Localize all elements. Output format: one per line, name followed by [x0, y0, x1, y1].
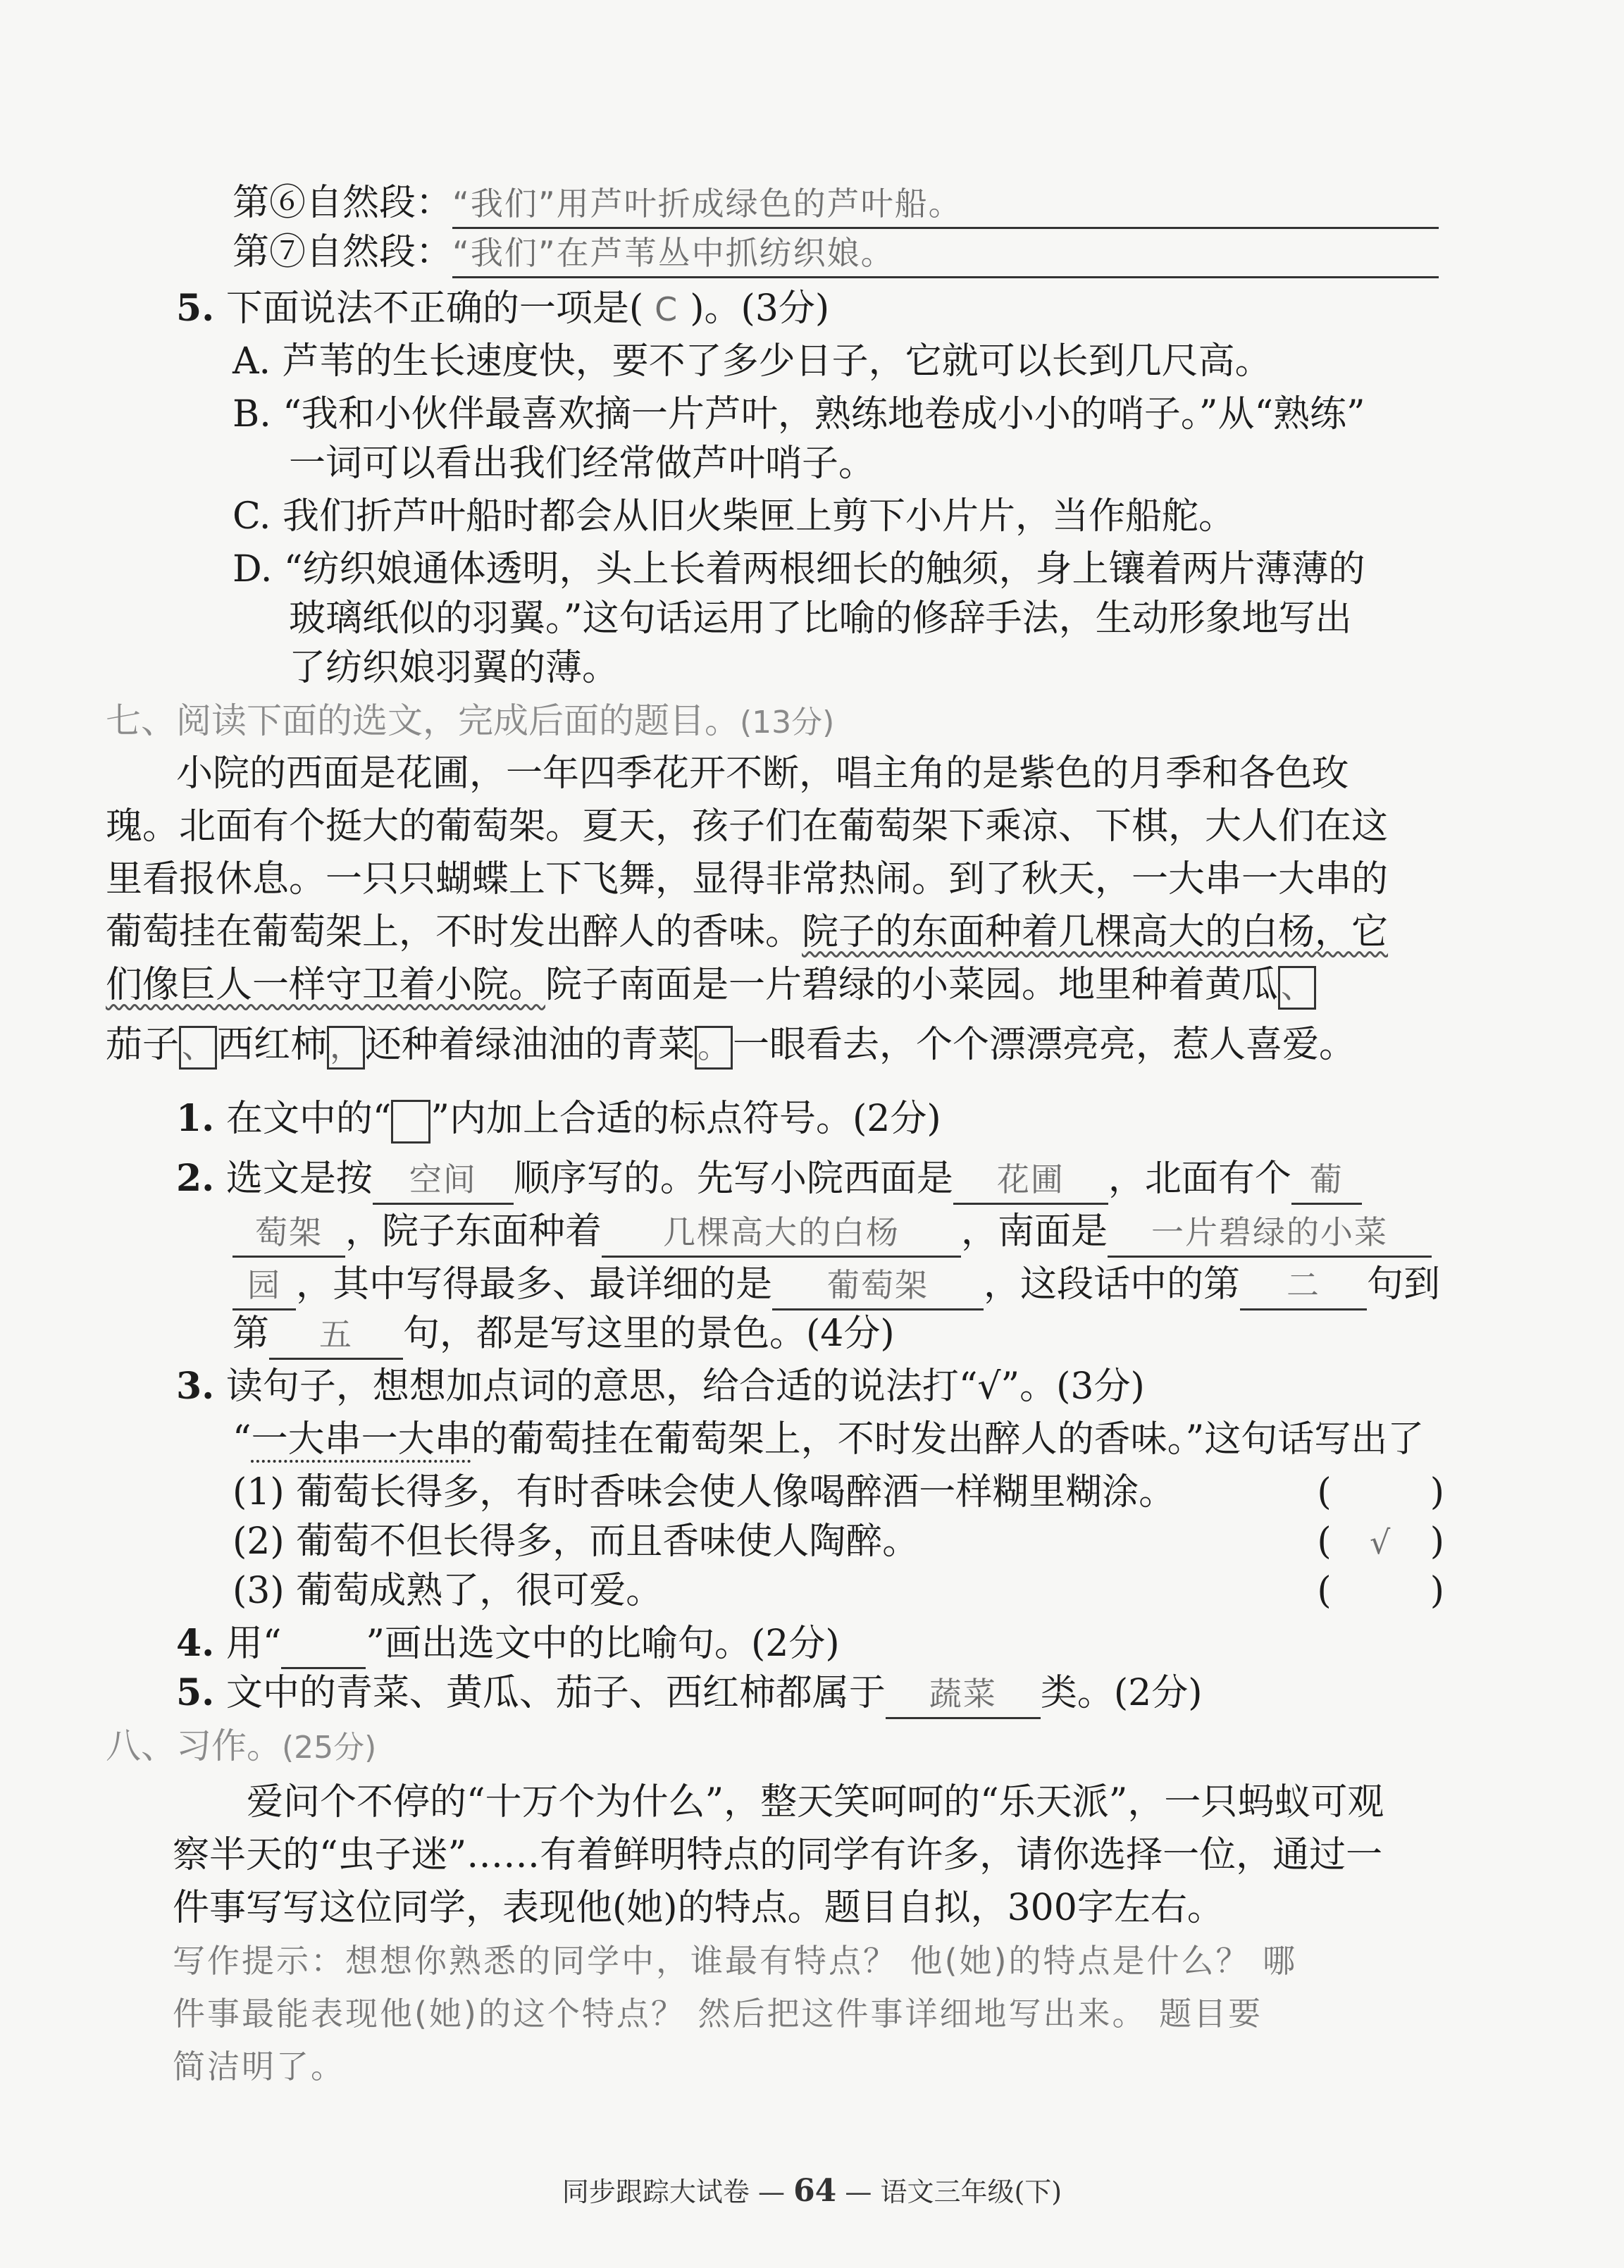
q7-2-line2: [233, 1208, 1432, 1258]
punctuation-box: 、: [179, 1026, 217, 1070]
question-number: 3.: [176, 1365, 215, 1408]
question-text: 句，都是写这里的景色。(4分): [403, 1313, 895, 1355]
question-text: 类。(2分): [1040, 1672, 1203, 1714]
q6-item-6: [233, 180, 1439, 229]
hint-line: 件事最能表现他(她)的这个特点？ 然后把这件事详细地写出来。 题目要: [173, 1995, 1263, 2033]
passage-text: 葡萄挂在葡萄架上，不时发出醉人的香味。: [106, 911, 802, 953]
option-text: (1) 葡萄长得多，有时香味会使人像喝醉酒一样糊里糊涂。: [233, 1471, 1176, 1513]
question-text: 下面说法不正确的一项是(: [225, 287, 644, 330]
question-number: 1.: [176, 1097, 215, 1140]
answer-blank: 花圃: [953, 1156, 1108, 1205]
prompt-line: 察半天的“虫子迷”……有着鲜明特点的同学有许多，请你选择一位，通过一: [173, 1834, 1383, 1876]
passage-text: 一眼看去，个个漂漂亮亮，惹人喜爱。: [733, 1024, 1356, 1066]
section-title: 七、阅读下面的选文，完成后面的题目。: [106, 700, 740, 741]
q6-item-7: [233, 229, 1439, 278]
empty-box: [391, 1100, 430, 1144]
q5a-option-d-cont2: 了纺织娘羽翼的薄。: [289, 647, 619, 689]
passage-line: [106, 909, 1388, 955]
q7-5: [176, 1670, 1203, 1719]
answer-blank: 园: [233, 1262, 296, 1310]
q5a-option-b: B. “我和小伙伴最喜欢摘一片芦叶，熟练地卷成小小的哨子。”从“熟练”: [233, 393, 1365, 435]
q5a-option-d: D. “纺织娘通体透明，头上长着两根细长的触须，身上镶着两片薄薄的: [233, 548, 1365, 590]
underline-sample: [281, 1621, 366, 1669]
q7-3-stem: [176, 1363, 1145, 1410]
punctuation-box: 、: [1278, 966, 1316, 1010]
footer-subject: 语文三年级(下): [880, 2176, 1062, 2207]
question-text: ，院子东面种着: [345, 1210, 602, 1253]
q7-3-option: [233, 1518, 1444, 1565]
answer-blank: 葡: [1291, 1156, 1362, 1205]
section-score: (25分): [282, 1730, 377, 1766]
answer-blank: 一片碧绿的小菜: [1108, 1209, 1432, 1258]
question-text: ，其中写得最多、最详细的是: [296, 1263, 773, 1306]
question-number: 5.: [176, 287, 215, 330]
passage-text: 西红柿: [217, 1024, 328, 1066]
q7-2-line1: [176, 1155, 1362, 1205]
footer-dash: —: [845, 2176, 872, 2207]
passage-line: [106, 962, 1316, 1010]
q7-3-option: [233, 1568, 1444, 1614]
passage-line: 瑰。北面有个挺大的葡萄架。夏天，孩子们在葡萄架下乘凉、下棋，大人们在这: [106, 805, 1389, 848]
question-text: 第: [233, 1313, 270, 1355]
question-text: 句到: [1367, 1263, 1441, 1306]
prompt-line: 件事写写这位同学，表现他(她)的特点。题目自拟，300字左右。: [173, 1887, 1224, 1929]
answer-parens: ( ): [1317, 1570, 1444, 1612]
answer-parens: ( ): [1317, 1471, 1444, 1513]
page-footer: [0, 2170, 1624, 2209]
q7-1: [176, 1096, 941, 1144]
simile-underlined: 院子的东面种着几棵高大的白杨，它: [802, 911, 1389, 953]
quote-text: “: [233, 1418, 252, 1461]
passage-text: 茄子: [106, 1024, 180, 1066]
answer-blank: 几棵高大的白杨: [602, 1209, 961, 1258]
q5a-option-b-cont: 一词可以看出我们经常做芦叶哨子。: [289, 442, 876, 485]
passage-text: 院子南面是一片碧绿的小菜园。地里种着黄瓜: [545, 964, 1279, 1006]
question-text: 顺序写的。先写小院西面是: [513, 1158, 953, 1200]
answer-blank: 空间: [373, 1156, 514, 1205]
answer-text: C: [655, 290, 679, 328]
question-text: ”画出选文中的比喻句。(2分): [366, 1623, 840, 1665]
q5a-stem: [176, 285, 829, 333]
section-title: 八、习作。: [106, 1725, 282, 1766]
question-text: 文中的青菜、黄瓜、茄子、西红柿都属于: [225, 1672, 886, 1714]
q7-3-quote: [233, 1416, 1424, 1463]
passage-line: [106, 1022, 1356, 1070]
answer-parens: ( √ ): [1317, 1518, 1444, 1566]
q6-answer: “我们”在芦苇丛中抓纺织娘。: [452, 230, 1439, 278]
answer-blank: 葡萄架: [772, 1262, 984, 1310]
question-text: ，这段话中的第: [984, 1263, 1241, 1306]
question-text: ”内加上合适的标点符号。(2分): [430, 1098, 941, 1140]
question-text: 在文中的“: [225, 1098, 392, 1140]
prompt-line: 爱问个不停的“十万个为什么”，整天笑呵呵的“乐天派”，一只蚂蚁可观: [247, 1781, 1384, 1823]
q7-3-option: [233, 1469, 1444, 1516]
q6-label: 第⑦自然段：: [233, 231, 453, 273]
q5a-option-c: C. 我们折芦叶船时都会从旧火柴匣上剪下小片片，当作船舵。: [233, 495, 1235, 538]
punctuation-box: ，: [327, 1026, 365, 1070]
answer-blank: 五: [269, 1311, 403, 1360]
question-text: 选文是按: [225, 1158, 373, 1200]
simile-underlined: 们像巨人一样守卫着小院。: [106, 964, 546, 1006]
hint-line: 简洁明了。: [173, 2047, 345, 2086]
passage-line: 小院的西面是花圃，一年四季花开不断，唱主角的是紫色的月季和各色玫: [176, 752, 1349, 795]
punctuation-box: 。: [695, 1026, 733, 1070]
answer-blank: 二: [1240, 1262, 1367, 1310]
question-number: 4.: [176, 1622, 215, 1665]
question-text: ，南面是: [961, 1210, 1108, 1253]
quote-text: 的葡萄挂在葡萄架上，不时发出醉人的香味。”这句话写出了: [471, 1418, 1425, 1461]
q5a-option-d-cont: 玻璃纸似的羽翼。”这句话运用了比喻的修辞手法，生动形象地写出: [289, 597, 1352, 640]
question-number: 2.: [176, 1157, 215, 1200]
option-text: (3) 葡萄成熟了，很可爱。: [233, 1570, 663, 1612]
hint-line: 写作提示：想想你熟悉的同学中，谁最有特点？ 他(她)的特点是什么？ 哪: [173, 1942, 1298, 1980]
check-mark: √: [1370, 1523, 1392, 1561]
footer-book-title: 同步跟踪大试卷: [562, 2176, 750, 2207]
question-number: 5.: [176, 1671, 215, 1714]
q7-2-line4: [233, 1310, 895, 1360]
section-score: (13分): [740, 705, 835, 740]
passage-line: 里看报休息。一只只蝴蝶上下飞舞，显得非常热闹。到了秋天，一大串一大串的: [106, 858, 1389, 900]
passage-text: 还种着绿油油的青菜: [365, 1024, 695, 1066]
answer-blank: 萄架: [233, 1209, 345, 1258]
section8-heading: [106, 1723, 376, 1771]
q7-4: [176, 1621, 840, 1669]
page-number: 64: [793, 2173, 837, 2209]
footer-dash: —: [757, 2176, 785, 2207]
dotted-words: 一大串一大串: [251, 1418, 471, 1461]
answer-blank: 蔬菜: [886, 1671, 1041, 1719]
q6-label: 第⑥自然段：: [233, 182, 453, 224]
question-text: ，北面有个: [1108, 1158, 1291, 1200]
question-text: 读句子，想想加点词的意思，给合适的说法打“√”。(3分): [225, 1365, 1145, 1408]
q5a-option-a: A. 芦苇的生长速度快，要不了多少日子，它就可以长到几尺高。: [233, 340, 1272, 383]
q6-answer: “我们”用芦叶折成绿色的芦叶船。: [452, 180, 1439, 229]
q7-2-line3: [233, 1261, 1440, 1310]
section7-heading: [106, 698, 834, 746]
question-text: 用“: [225, 1623, 282, 1665]
option-text: (2) 葡萄不但长得多，而且香味使人陶醉。: [233, 1520, 919, 1563]
question-text: )。(3分): [690, 287, 830, 330]
